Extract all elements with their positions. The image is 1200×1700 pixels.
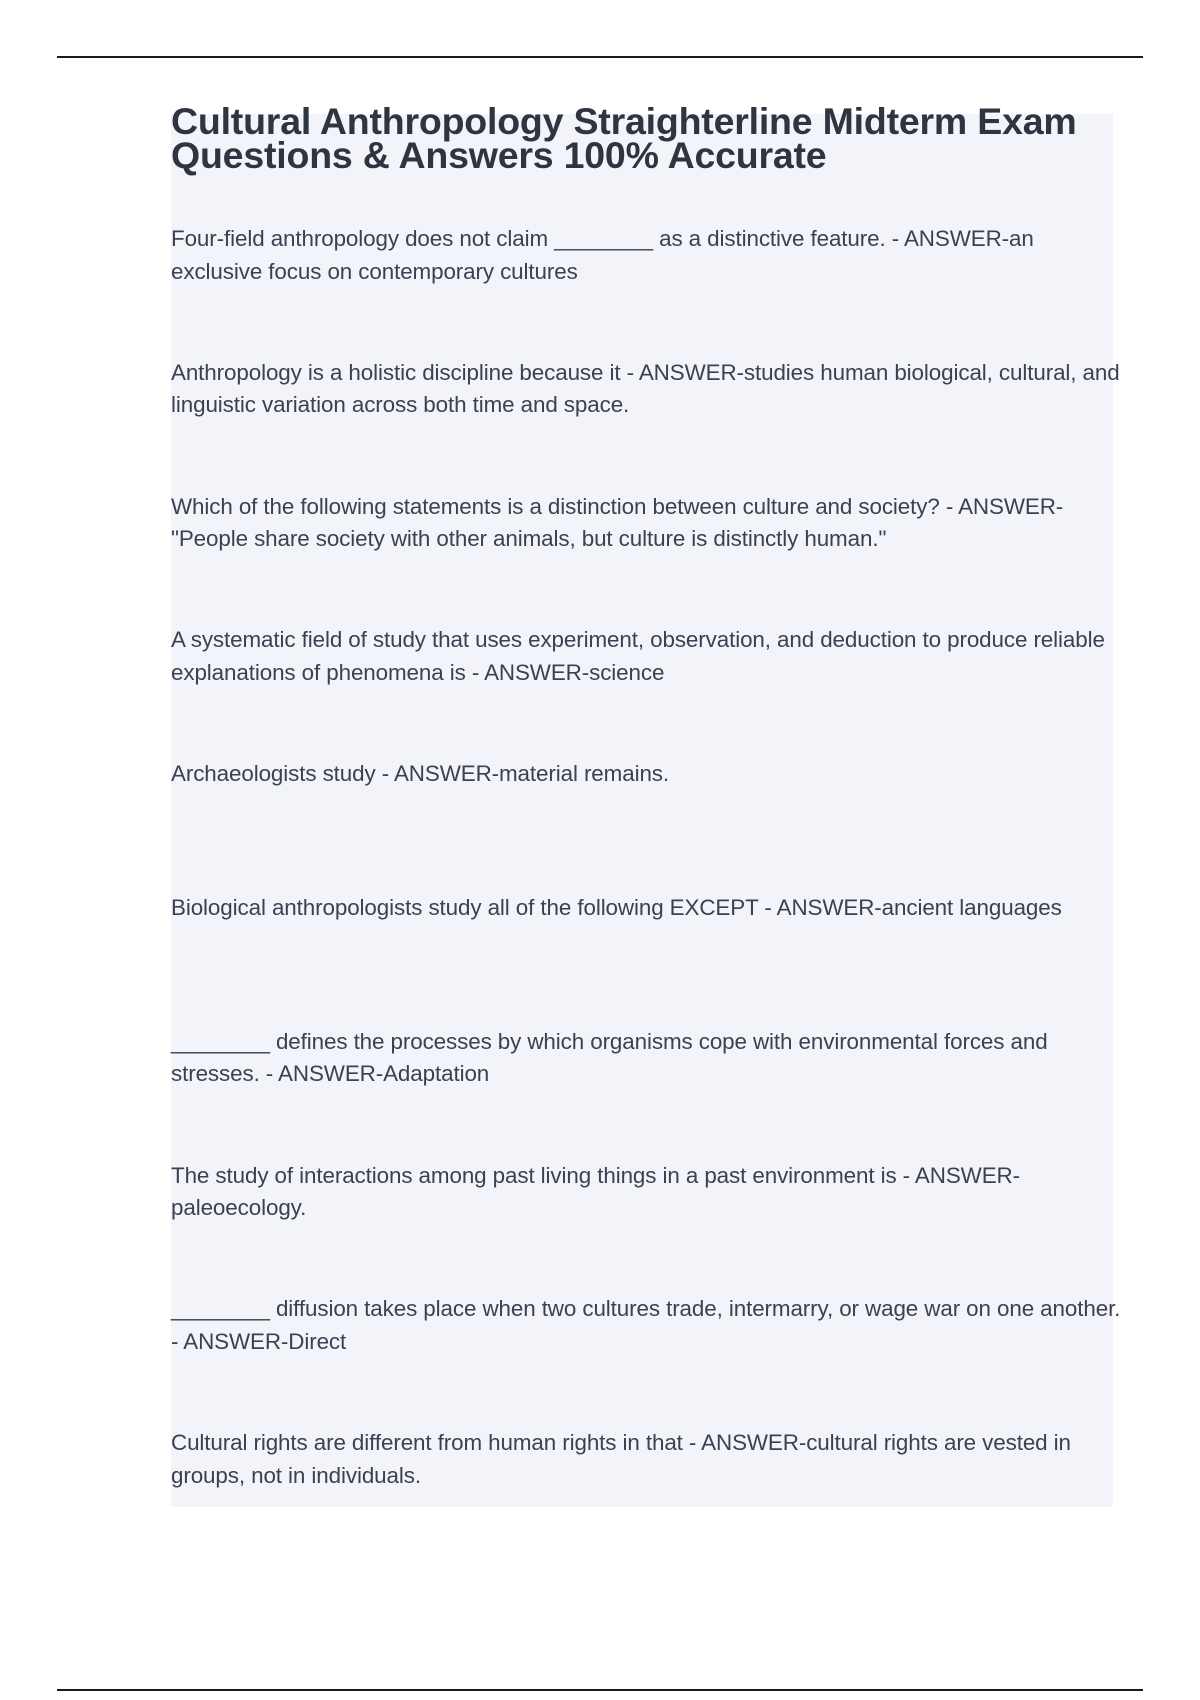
document-title: Cultural Anthropology Straighterline Midterm Exam Questions & Answers 100% Accurate (171, 100, 1077, 176)
qa-text: Cultural rights are different from human rights in that - ANSWER-cultural rights are vested in groups, not in individuals. (171, 1430, 1071, 1488)
qa-item (171, 892, 1121, 1026)
qa-item (171, 1026, 1121, 1160)
qa-text: Which of the following statements is a distinction between culture and society? - ANSWER-"People share society with other animals, but culture is distinctly human." (171, 493, 1064, 552)
qa-item (171, 491, 1121, 625)
qa-text: A systematic field of study that uses experiment, observation, and deduction to produce reliable explanations of phenomena is - ANSWER-science (171, 627, 1105, 685)
qa-text: Anthropology is a holistic discipline because it - ANSWER-studies human biological, cultural, and linguistic variation across both time and space. (171, 359, 1120, 418)
qa-text: ________ defines the processes by which organisms cope with environmental forces and stresses. - ANSWER-Adaptation (171, 1028, 1048, 1087)
qa-item (171, 223, 1121, 357)
qa-item (171, 758, 1121, 892)
qa-text: Biological anthropologists study all of the following EXCEPT - ANSWER-ancient languages (171, 894, 1062, 920)
qa-item (171, 1427, 1121, 1561)
qa-text: ________ diffusion takes place when two cultures trade, intermarry, or wage war on one another. - ANSWER-Direct (171, 1296, 1121, 1354)
qa-text: Archaeologists study - ANSWER-material remains. (171, 761, 670, 787)
qa-item (171, 624, 1121, 758)
qa-item (171, 1293, 1121, 1427)
top-page-rule (57, 56, 1143, 58)
qa-text: Four-field anthropology does not claim ________ as a distinctive feature. - ANSWER-an exclusive focus on contemporary cultures (171, 226, 1034, 284)
bottom-page-rule (57, 1689, 1143, 1691)
qa-item (171, 1160, 1121, 1294)
question-answer-list (171, 223, 1121, 1561)
qa-text: The study of interactions among past living things in a past environment is - ANSWER-paleoecology. (171, 1162, 1020, 1221)
qa-item (171, 357, 1121, 491)
